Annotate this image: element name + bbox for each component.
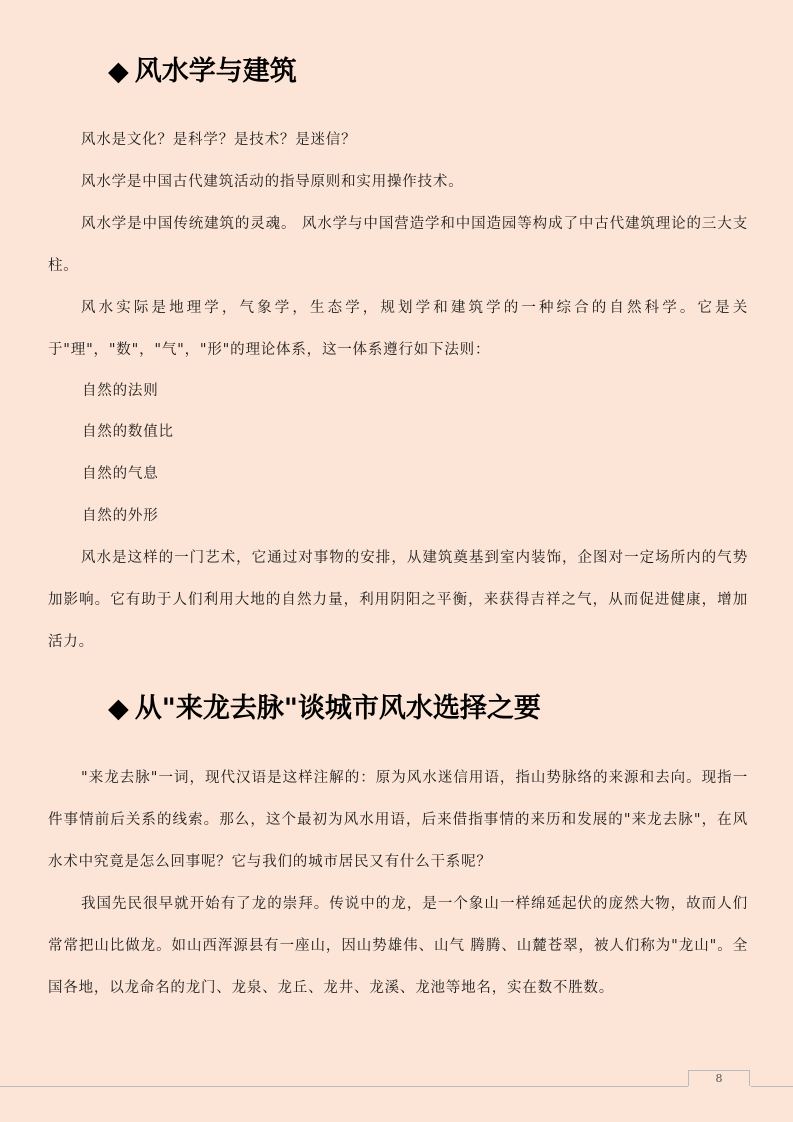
paragraph: "来龙去脉"一词，现代汉语是这样注解的：原为风水迷信用语，指山势脉络的来源和去向。现指一件事情前后关系的线索。那么，这个最初为风水用语，后来借指事情的来历和发展的"来龙去脉"，在风水术中究竟是怎么回事呢？它与我们的城市居民又有什么干系呢？ bbox=[48, 770, 748, 870]
paragraph: 风水实际是地理学，气象学，生态学，规划学和建筑学的一种综合的自然科学。它是关于"理"，"数"，"气"，"形"的理论体系，这一体系遵行如下法则： bbox=[48, 300, 748, 358]
list-item: 自然的外形 bbox=[82, 508, 159, 524]
list-item: 自然的法则 bbox=[82, 383, 159, 399]
paragraph: 风水学是中国传统建筑的灵魂。 风水学与中国营造学和中国造园等构成了中古代建筑理论的三大支柱。 bbox=[48, 216, 748, 274]
section-heading-2 bbox=[108, 695, 541, 722]
footer-rule bbox=[751, 1086, 793, 1087]
section-heading-1 bbox=[108, 58, 297, 85]
paragraph: 风水学是中国古代建筑活动的指导原则和实用操作技术。 bbox=[81, 174, 464, 190]
list-item: 自然的气息 bbox=[82, 466, 159, 482]
diamond-bullet-icon: ◆ bbox=[108, 56, 129, 87]
paragraph: 我国先民很早就开始有了龙的崇拜。传说中的龙，是一个象山一样绵延起伏的庞然大物，故而人们常常把山比做龙。如山西浑源县有一座山，因山势雄伟、山气 腾腾、山麓苍翠，被人们称为"龙山"。全国各地，以龙命名的龙门、龙泉、龙丘、龙井、龙溪、龙池等地名，实在数不胜数。 bbox=[48, 896, 748, 996]
list-item: 自然的数值比 bbox=[82, 424, 174, 440]
diamond-bullet-icon: ◆ bbox=[108, 693, 129, 724]
heading-text: 风水学与建筑 bbox=[134, 56, 297, 87]
paragraph: 风水是文化？是科学？是技术？是迷信？ bbox=[81, 132, 357, 148]
footer-rule bbox=[0, 1086, 688, 1087]
page-number: 8 bbox=[688, 1070, 750, 1086]
paragraph: 风水是这样的一门艺术，它通过对事物的安排，从建筑奠基到室内装饰，企图对一定场所内的气势加影响。它有助于人们利用大地的自然力量，利用阴阳之平衡，来获得吉祥之气，从而促进健康，增加活力。 bbox=[48, 550, 748, 650]
heading-text: 从"来龙去脉"谈城市风水选择之要 bbox=[134, 693, 541, 724]
